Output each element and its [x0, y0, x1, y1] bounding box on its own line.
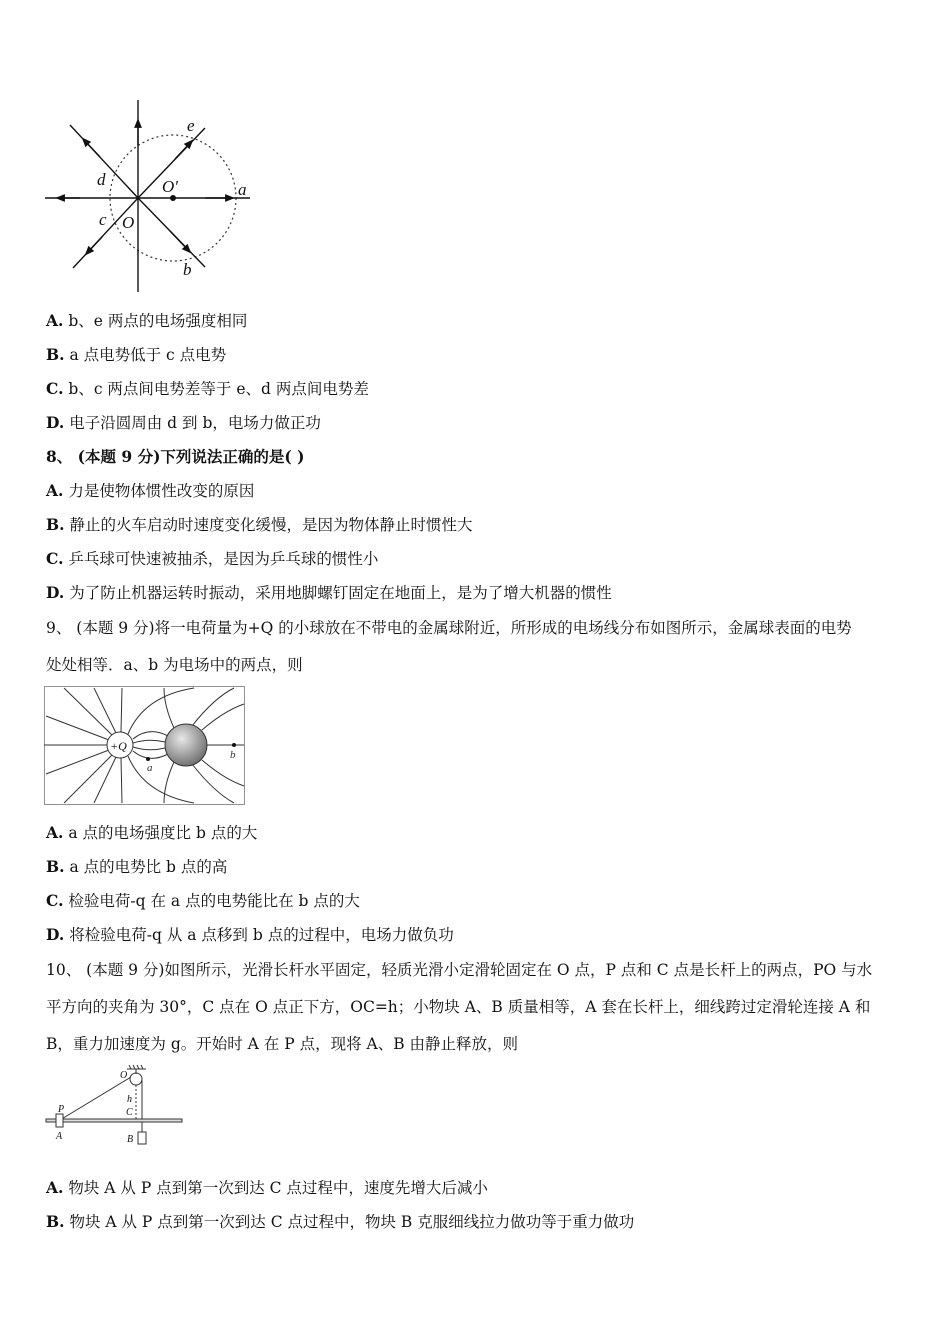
metal-sphere — [165, 724, 207, 766]
q8-option-D: D. 为了防止机器运转时振动，采用地脚螺钉固定在地面上，是为了增大机器的惯性 — [46, 583, 612, 602]
label-O: O — [122, 213, 135, 232]
pulley — [130, 1073, 142, 1085]
label-c: c — [99, 210, 107, 229]
q9-option-D: D. 将检验电荷-q 从 a 点移到 b 点的过程中，电场力做负功 — [46, 925, 454, 944]
label-b: b — [230, 749, 236, 761]
q7-option-D: D. 电子沿圆周由 d 到 b，电场力做正功 — [46, 413, 321, 432]
label-d: d — [97, 170, 106, 189]
q9-option-A: A. a 点的电场强度比 b 点的大 — [46, 823, 258, 842]
q9-option-C: C. 检验电荷-q 在 a 点的电势能比在 b 点的大 — [46, 891, 360, 910]
q9-stem-line2: 处处相等．a、b 为电场中的两点，则 — [46, 656, 303, 674]
q10-stem-line1: 10、 (本题 9 分)如图所示，光滑长杆水平固定，轻质光滑小定滑轮固定在 O 点，P 点和 C 点是长杆上的两点，PO 与水 — [46, 961, 873, 979]
q10-stem-line3: B，重力加速度为 g。开始时 A 在 P 点，现将 A、B 由静止释放，则 — [46, 1035, 519, 1053]
q10-option-B: B. 物块 A 从 P 点到第一次到达 C 点过程中，物块 B 克服细线拉力做功等于重力做功 — [46, 1212, 635, 1231]
q8-option-C: C. 乒乓球可快速被抽杀，是因为乒乓球的惯性小 — [46, 549, 379, 568]
block-B — [138, 1132, 146, 1144]
figure-charge-metal-sphere — [44, 686, 246, 806]
block-A — [56, 1114, 63, 1127]
point-b — [232, 743, 236, 747]
label-a: a — [147, 762, 153, 774]
q7-option-A: A. b、e 两点的电场强度相同 — [46, 311, 248, 330]
label-e: e — [187, 116, 195, 135]
q8-option-B: B. 静止的火车启动时速度变化缓慢，是因为物体静止时惯性大 — [46, 515, 473, 534]
figure-field-lines-circle — [40, 95, 260, 295]
q9-stem-line1: 9、 (本题 9 分)将一电荷量为+Q 的小球放在不带电的金属球附近，所形成的电场线分布如图所示，金属球表面的电势 — [46, 619, 852, 637]
q8-stem: 8、 (本题 9 分)下列说法正确的是( ) — [46, 447, 305, 466]
q10-stem-line2: 平方向的夹角为 30°，C 点在 O 点正下方，OC=h；小物块 A、B 质量相等，A 套在长杆上，细线跨过定滑轮连接 A 和 — [46, 998, 871, 1016]
label-B: B — [127, 1134, 134, 1145]
q10-option-A: A. 物块 A 从 P 点到第一次到达 C 点过程中，速度先增大后减小 — [46, 1178, 488, 1197]
label-h: h — [127, 1094, 132, 1105]
charge-label: +Q — [110, 739, 127, 753]
q7-option-C: C. b、c 两点间电势差等于 e、d 两点间电势差 — [46, 379, 369, 398]
horizontal-rod — [46, 1119, 182, 1122]
figure-pulley-rod — [44, 1064, 194, 1148]
point-a — [146, 757, 150, 761]
q9-option-B: B. a 点的电势比 b 点的高 — [46, 857, 228, 876]
label-a: a — [238, 180, 247, 199]
q7-option-B: B. a 点电势低于 c 点电势 — [46, 345, 227, 364]
label-A: A — [56, 1131, 63, 1142]
label-C: C — [126, 1107, 133, 1118]
label-b: b — [183, 260, 192, 279]
label-Oprime: O′ — [162, 177, 178, 196]
q8-option-A: A. 力是使物体惯性改变的原因 — [46, 481, 255, 500]
field-line-diag-c — [73, 198, 138, 268]
label-O: O — [120, 1070, 128, 1081]
label-P: P — [58, 1104, 65, 1115]
